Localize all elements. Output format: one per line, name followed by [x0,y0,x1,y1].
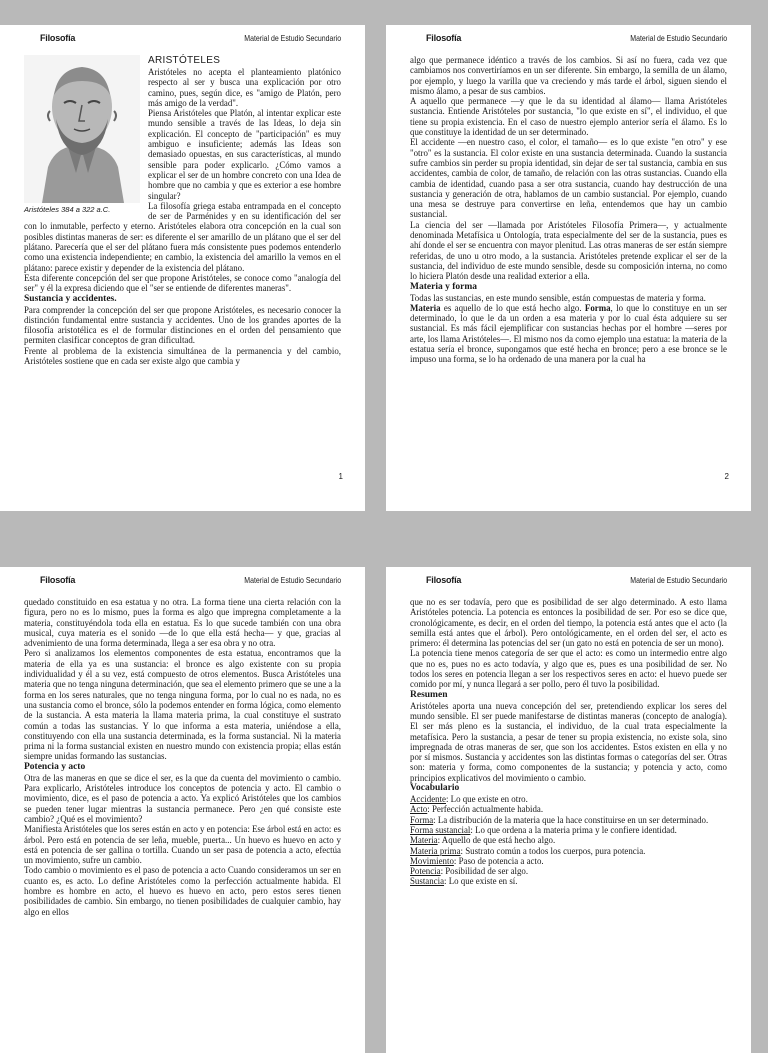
page-number: 2 [724,472,729,481]
vocab-item [410,835,727,845]
vocab-term: Movimiento [410,855,454,866]
term-forma: Forma [584,302,611,313]
vocabulary-list [410,794,727,887]
paragraph: La ciencia del ser —llamada por Aristóteles Filosofía Primera—, y actualmente denominada Metafísica u Ontología, trata especialmente del ser de la sustancia, pues es ahí donde el ser se encuentra con mayor plenitud. Las otras maneras de ser están siempre referidas, de uno u otro modo, a la sustancia. Aristóteles pretende explicar el ser de la sustancia, del individuo de este mundo sensible, desde su composición interna, no como lo hiciera Platón desde una realidad exterior a ella. [410,219,727,282]
vocab-definition: : Lo que ordena a la materia prima y le confiere identidad. [470,824,677,835]
vocab-term: Potencia [410,866,441,877]
page-header [40,33,341,47]
vocab-definition: : Posibilidad de ser algo. [440,866,529,877]
paragraph: algo que permanece idéntico a través de los cambios. Si así no fuera, cada vez que cambiamos nos convertiríamos en un ser diferente. Sin embargo, la semilla de un álamo, por ejemplo, y luego la varilla que va creciendo y más tarde el árbol, siguen siendo el mismo álamo, a pesar de sus cambios. [410,55,727,96]
paragraph: La potencia tiene menos categoría de ser que el acto: es como un intermedio entre algo que no es, pues no es acto todavía, y algo que es, pues es una posibilidad de ser. No todos los seres en potencia llegan a ser los respectivos seres en acto: el huevo puede ser comido por mí, y nunca llegará a ser pollo, pero él tuvo la posibilidad. [410,648,727,690]
vocab-item [410,856,727,866]
section-heading: Potencia y acto [24,761,86,772]
term-materia: Materia [410,302,441,313]
vocab-term: Materia prima [410,845,461,856]
section-heading: Materia y forma [410,281,477,292]
vocab-item [410,876,727,886]
paragraph: Aristóteles no acepta el planteamiento platónico respecto al ser y busca una explicación por otro camino, pues, según dice, es "amigo de Platón, pero más amigo de la verdad". [148,67,341,108]
vocab-definition: : Sustrato común a todos los cuerpos, pura potencia. [460,845,646,856]
vocab-item [410,815,727,825]
header-subject: Filosofía [40,575,76,585]
paragraph: que no es ser todavía, pero que es posibilidad de ser algo determinado. A esto llama Aristóteles potencia. La potencia es entonces la posibilidad de ser. Por eso se dice que, cronológicamente, es decir, en el orden del tiempo, la potencia está antes que el acto (la semilla está antes que el árbol). Pero ontológicamente, en el orden del ser, el acto es primero: él determina las potencias del ser (un gato no está en potencia de ser un mono). [410,597,727,649]
header-series: Material de Estudio Secundario [630,575,727,585]
paragraph: Otra de las maneras en que se dice el ser, es la que da cuenta del movimiento o cambio. Para explicarlo, Aristóteles introduce los conceptos de potencia y acto. El cambio o movimiento, dice, es el paso de potencia a acto. Ya explicó Aristóteles que los cambios se pueden tener lugar mientras la sustancia permanece. Pero ¿en qué consiste este cambio? ¿Qué es el movimiento? [24,772,341,824]
vocab-term: Accidente [410,794,446,805]
page-1 [0,25,365,511]
page-2 [386,25,751,511]
section-heading: Sustancia y accidentes. [24,293,117,304]
image-caption: Aristóteles 384 a 322 a.C. [24,205,111,214]
vocab-term: Sustancia [410,876,445,887]
page-number: 1 [338,472,343,481]
paragraph: Frente al problema de la existencia simultánea de la permanencia y del cambio, Aristóteles sostiene que en cada ser existe algo que cambia y [24,345,341,367]
vocab-term: Forma [410,814,434,825]
paragraph: Pero si analizamos los elementos componentes de esta estatua, encontramos que la materia de ella ya es una sustancia: el bronce es algo existente con su propia individualidad y él a su vez, está compuesto de otros elementos. Busca Aristóteles una materia que no tenga ninguna determinación, que sea el elemento primero que se une a la forma en los seres naturales, que no tenga ninguna forma, por lo cual no es nada, no es una sustancia como el bronce, sólo la podemos entender en forma lógica, como elemento de la sustancia. A esta materia la llama materia prima, la cual constituye el sustrato común a todas las sustancias. Y lo que informa a esta materia, uniéndose a ella, constituyendo con ella una sustancia determinada, es la forma sustancial. Ni la materia prima ni la forma sustancial existen en nuestro mundo con existencia propia; ellas están siempre unidas formando las sustancias. [24,648,341,762]
vocab-definition: : La distribución de la materia que la hace constituirse en un ser determinado. [433,814,709,825]
vocab-term: Acto [410,804,428,815]
vocab-item [410,866,727,876]
paragraph: Aristóteles aporta una nueva concepción del ser, pretendiendo explicar los seres del mundo sensible. El ser puede manifestarse de distintas maneras (concepto de analogía). El ser más pleno es la sustancia, el individuo, de la cual trata especialmente la metafísica. Pero la sustancia, a pesar de tener su propia existencia, no existe sola, sino impregnada de otras maneras de ser, que son los accidentes. Estos existen en ella y no por sí mismos. Sustancia y accidentes son las distintas formas o categorías del ser. Otras son: materia y forma, como componentes de la sustancia; y potencia y acto, como principios explicativos del movimiento o cambio. [410,700,727,783]
page-header [426,33,727,47]
vocab-item [410,794,727,804]
header-series: Material de Estudio Secundario [244,575,341,585]
text-span: , lo que lo constituye en un ser determinado, lo que le da un orden a esa materia y por lo cual ésta adquiere su ser sustancial. Es más fácil ejemplificar con sustancias hechas por el hombre —seres por arte, los llama Aristóteles—. El mismo nos da como ejemplo una estatua: la materia de la estatua sería el bronce, supongamos que esté hecha en bronce; pero a ese bronce se le impuso una forma, se lo ha ordenado de una manera por la cual ha [410,302,727,365]
article-title: ARISTÓTELES [148,55,221,66]
page-header [426,575,727,589]
vocab-item [410,825,727,835]
header-subject: Filosofía [40,33,76,43]
aristotle-figure [24,55,142,214]
header-subject: Filosofía [426,33,462,43]
page-3 [0,567,365,1053]
vocab-item [410,846,727,856]
vocab-definition: : Lo que existe en otro. [445,794,528,805]
paragraph: A aquello que permanece —y que le da su identidad al álamo— llama Aristóteles sustancia. Entiende Aristóteles por sustancia, "lo que existe en sí", el individuo, el que tiene su propia existencia. En el caso de nuestro ejemplo anterior sería el álamo. Es lo que constituye la identidad de un ser determinado. [410,96,727,138]
vocab-definition: : Aquello de que está hecho algo. [437,835,556,846]
header-subject: Filosofía [426,575,462,585]
paragraph [410,303,727,365]
paragraph: Todo cambio o movimiento es el paso de potencia a acto Cuando consideramos un ser en cuanto es, es acto. Lo define Aristóteles como la perfección actualmente habida. El hombre es hombre en acto, el huevo es huevo en acto, pero estos seres tienen posibilidades de cambio. Sin embargo, no tienen posibilidades de cualquier cambio, hay algo en ellos [24,865,341,917]
vocab-definition: : Perfección actualmente habida. [427,804,544,815]
header-series: Material de Estudio Secundario [630,33,727,43]
vocab-term: Materia [410,835,438,846]
section-heading: Resumen [410,689,448,700]
page-4 [386,567,751,1053]
paragraph: Todas las sustancias, en este mundo sensible, están compuestas de materia y forma. [410,292,706,303]
paragraph: Esta diferente concepción del ser que propone Aristóteles, se conoce como "analogía del ser" y él la expresa diciendo que el "ser se entiende de diferentes maneras". [24,272,341,294]
vocab-term: Forma sustancial [410,824,471,835]
vocab-item [410,804,727,814]
section-heading: Vocabulario [410,783,460,794]
paragraph: Manifiesta Aristóteles que los seres están en acto y en potencia: Ese árbol está en acto: es árbol. Pero está en potencia de ser leña, mueble, puerta... Un huevo es huevo en acto y está en potencia de ser gallina o tortilla. Cuando un ser pasa de potencia a acto, efectúa un movimiento, sufre un cambio. [24,824,341,866]
paragraph: Piensa Aristóteles que Platón, al intentar explicar este mundo sensible a través de las Ideas, lo deja sin explicación. El concepto de "participación" es muy ambiguo e insuficiente; además las Ideas son demasiado opuestas, en sus características, al mundo sensible para poder explicarlo. ¿Cómo vamos a explicar el ser de un hombre concreto con una Idea de hombre que no cambia y que es exterior a ese hombre singular? [148,108,341,201]
paragraph: Para comprender la concepción del ser que propone Aristóteles, es necesario conocer la distinción fundamental entre sustancia y accidentes. Uno de los grandes aportes de la filosofía aristotélica es el de formular distinciones en el orden del pensamiento que permiten clasificar conceptos de gran dificultad. [24,304,341,346]
vocab-definition: : Paso de potencia a acto. [453,855,544,866]
page-header [40,575,341,589]
text-span: es aquello de lo que está hecho algo. [440,302,585,313]
header-series: Material de Estudio Secundario [244,33,341,43]
paragraph: quedado constituido en esa estatua y no otra. La forma tiene una cierta relación con la figura, pero no es lo mismo, pues la forma es algo que impregna completamente a la materia, constituyéndola toda ella en estatua. Es lo que sucede también con una obra musical, cuya materia es el sonido —de lo que ella está hecha— y que, gracias al advenimiento de una forma determinada, llega a ser esa obra y no otra. [24,597,341,649]
aristotle-bust-image [24,55,140,203]
paragraph: El accidente —en nuestro caso, el color, el tamaño— es lo que existe "en otro" y ese "otro" es la sustancia. El color existe en una sustancia determinada. Cuando la sustancia sufre cambios sin perder su propia identidad, sin dejar de ser tal sustancia, cambia en sus accidentes, cambia de color, de tamaño, de relación con las otras sustancias. Cuando ella cambia de identidad, cuando pasa a ser otra sustancia, cuando hay destrucción de una sustancia y generación de otra, hablamos de un cambio sustancial. Por ejemplo, cuando una mesa se destruye para convertirse en leña, entendemos que hay un cambio sustancial. [410,137,727,220]
vocab-definition: : Lo que existe en sí. [444,876,518,887]
paragraph: La filosofía griega estaba entrampada en el concepto de ser de Parménides y en su identificación del ser con lo inmutable, perfecto y eterno. Aristóteles elabora otra concepción en la cual son posibles distintas maneras de ser: es diferente el ser amarillo de un plátano que el ser del plátano. Parecería que el ser del plátano fuera más consistente pues podemos entenderlo como una existencia independiente; en cambio, la existencia del amarillo la vemos en el plátano: parece existir y depender de la existencia del plátano. [24,200,341,273]
